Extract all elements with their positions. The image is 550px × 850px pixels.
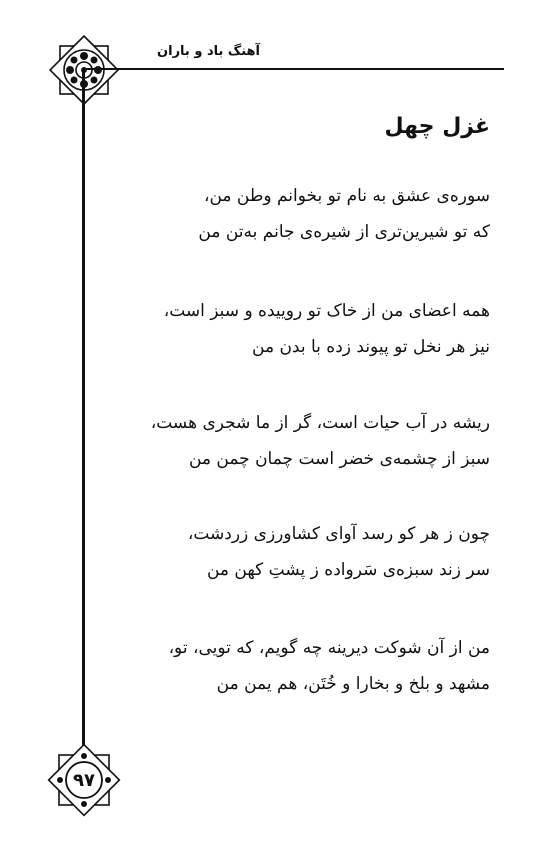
verse-line: همه اعضای من از خاک تو روییده و سبز است، bbox=[163, 301, 490, 321]
verse-line: سر زند سبزه‌ی سَرواده ز پشتِ کهن من bbox=[206, 560, 490, 580]
verse bbox=[130, 630, 490, 702]
verse bbox=[130, 405, 490, 477]
verse-line: چون ز هر کو رسد آوای کشاورزی زردشت، bbox=[187, 524, 490, 544]
verse-line: سوره‌ی عشق به نام تو بخوانم وطن من، bbox=[203, 186, 490, 206]
running-header: آهنگ باد و باران bbox=[157, 44, 260, 59]
verse-line: مشهد و بلخ و بخارا و خُتَن، هم یمن من bbox=[216, 674, 490, 694]
margin-rule bbox=[82, 68, 85, 780]
poem-title: غزل چهل bbox=[384, 114, 490, 139]
verse-line: که تو شیرین‌تری از شیره‌ی جانم به‌تن من bbox=[198, 222, 490, 242]
page-number: ۹۷ bbox=[73, 769, 95, 791]
verse-line: سبز از چشمه‌ی خضر است چمان چمن من bbox=[188, 449, 490, 469]
verse-line: ریشه در آب حیات است، گر از ما شجری هست، bbox=[150, 413, 490, 433]
verse bbox=[130, 293, 490, 365]
verse bbox=[130, 178, 490, 250]
verse bbox=[130, 516, 490, 588]
verse-line: من از آن شوکت دیرینه چه گویم، که تویی، تو، bbox=[168, 638, 490, 658]
verse-line: نیز هر نخل تو پیوند زده با بدن من bbox=[252, 337, 490, 357]
header-rule bbox=[84, 68, 504, 70]
